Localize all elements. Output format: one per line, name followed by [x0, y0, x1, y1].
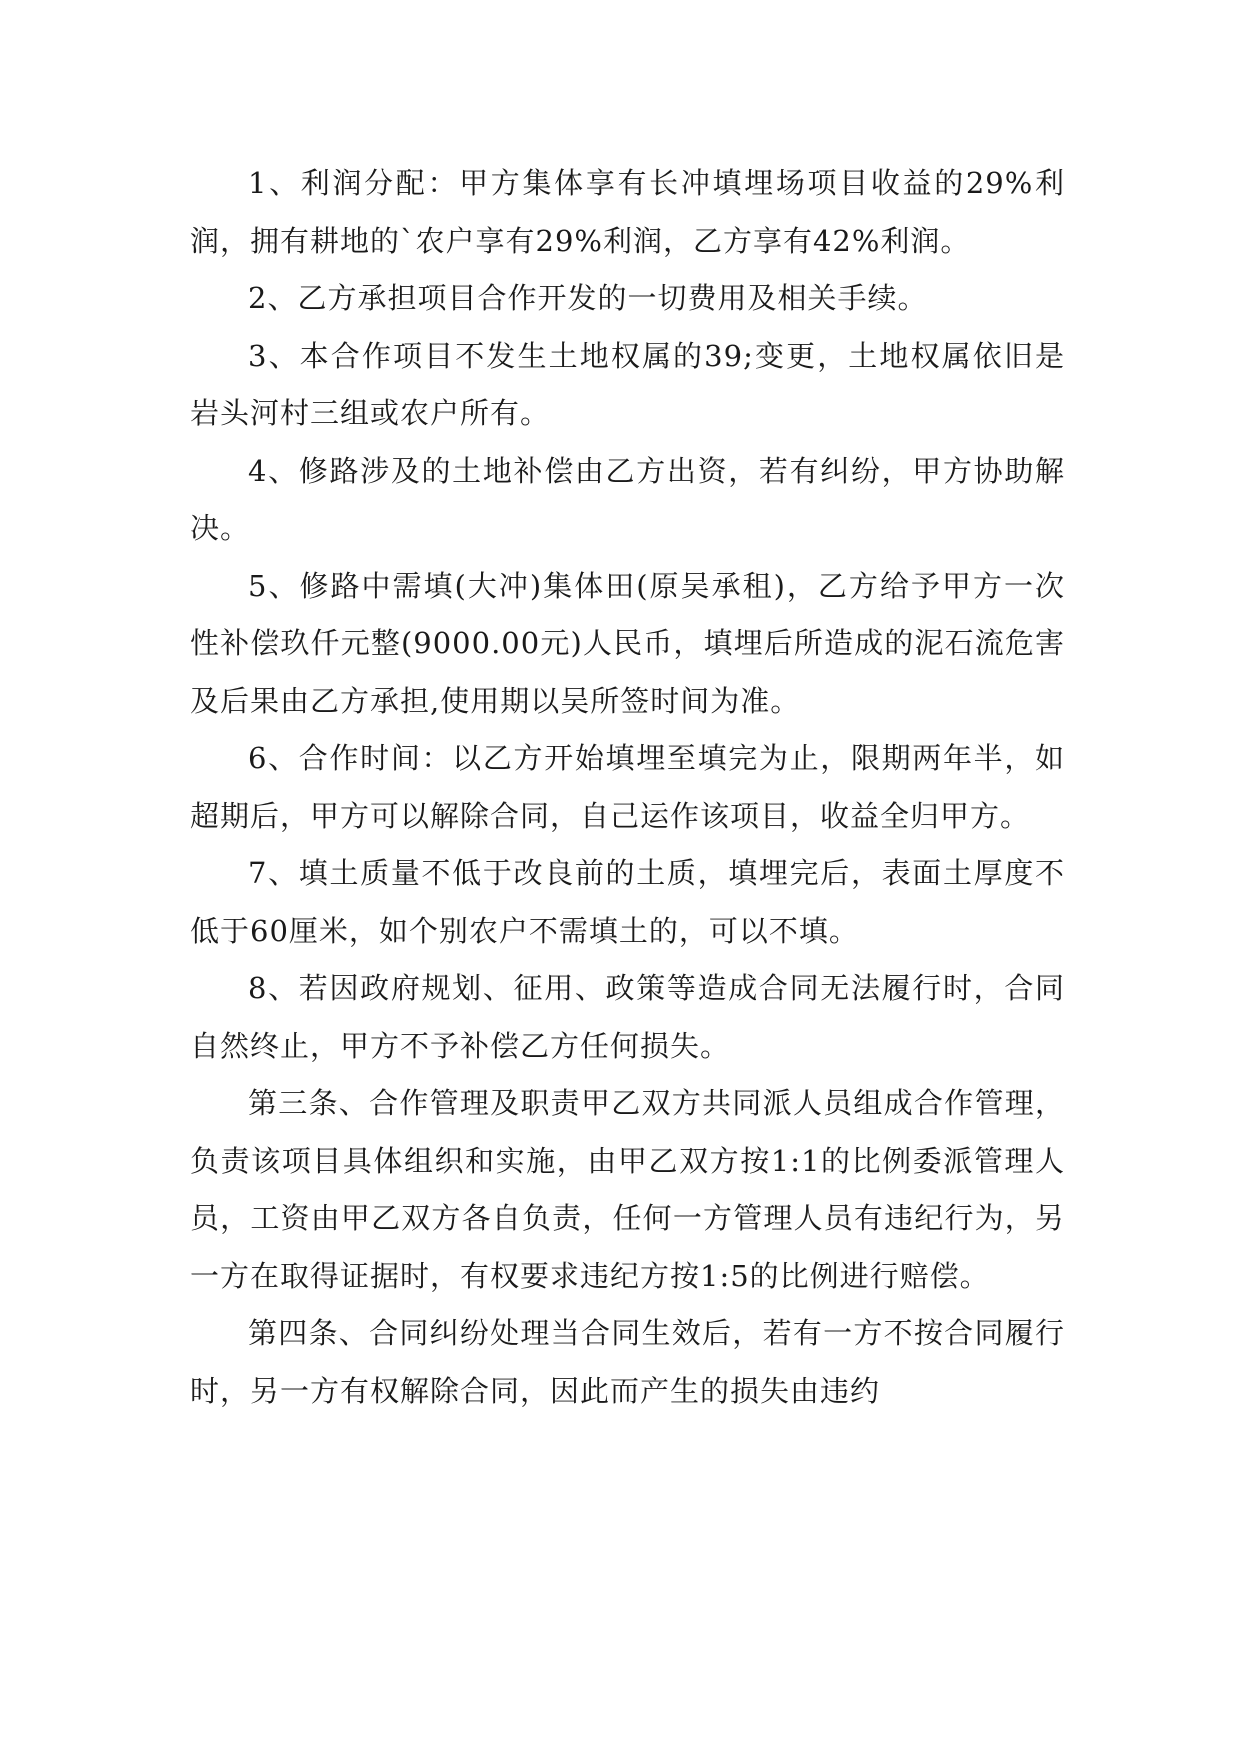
- clause-soil-quality: 7、填土质量不低于改良前的土质，填埋完后，表面土厚度不低于60厘米，如个别农户不需填土的，可以不填。: [190, 856, 1065, 948]
- article-four-disputes: 第四条、合同纠纷处理当合同生效后，若有一方不按合同履行时，另一方有权解除合同，因此而产生的损失由违约: [190, 1316, 1065, 1408]
- document-body: [190, 155, 1065, 1420]
- clause-collective-field: 5、修路中需填(大冲)集体田(原吴承租)，乙方给予甲方一次性补偿玖仟元整(9000.00元)人民币，填埋后所造成的泥石流危害及后果由乙方承担,使用期以吴所签时间为准。: [190, 568, 1065, 718]
- clause-government-termination: 8、若因政府规划、征用、政策等造成合同无法履行时，合同自然终止，甲方不予补偿乙方任何损失。: [190, 971, 1065, 1063]
- clause-profit-distribution: 1、利润分配：甲方集体享有长冲填埋场项目收益的29%利润，拥有耕地的`农户享有29%利润，乙方享有42%利润。: [190, 166, 1065, 258]
- clause-road-compensation: 4、修路涉及的土地补偿由乙方出资，若有纠纷，甲方协助解决。: [190, 453, 1065, 545]
- clause-costs: 2、乙方承担项目合作开发的一切费用及相关手续。: [248, 281, 928, 315]
- clause-cooperation-period: 6、合作时间：以乙方开始填埋至填完为止，限期两年半，如超期后，甲方可以解除合同，自己运作该项目，收益全归甲方。: [190, 741, 1065, 833]
- clause-land-ownership: 3、本合作项目不发生土地权属的39;变更，土地权属依旧是岩头河村三组或农户所有。: [190, 338, 1065, 430]
- article-three-management: 第三条、合作管理及职责甲乙双方共同派人员组成合作管理，负责该项目具体组织和实施，由甲乙双方按1:1的比例委派管理人员，工资由甲乙双方各自负责，任何一方管理人员有违纪行为，另一方在取得证据时，有权要求违纪方按1:5的比例进行赔偿。: [190, 1086, 1065, 1293]
